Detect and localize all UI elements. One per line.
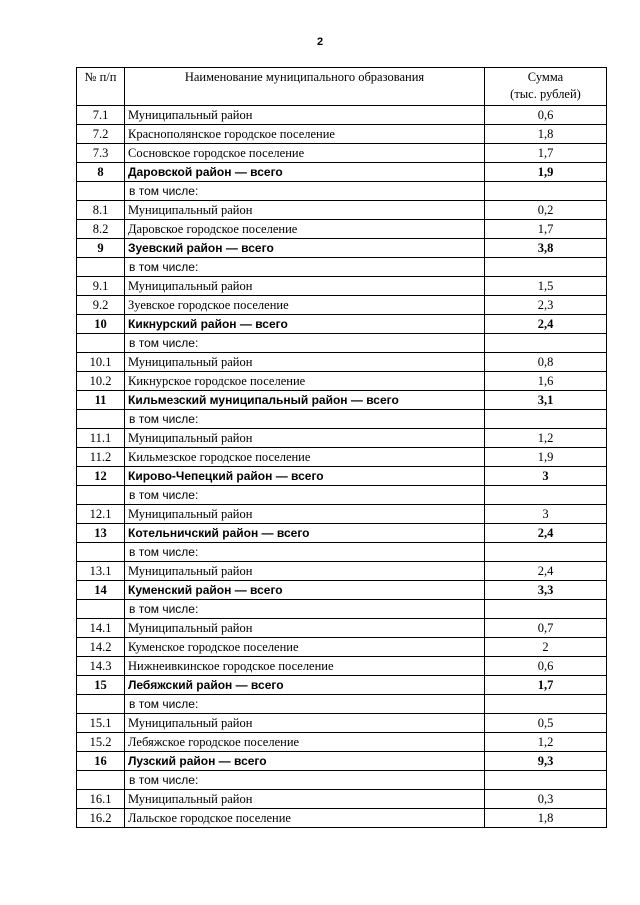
row-number-cell: 14 [77,581,125,600]
row-name-cell: в том числе: [125,334,485,353]
row-name-cell: Краснополянское городское поселение [125,125,485,144]
row-number-cell: 10 [77,315,125,334]
row-sum-cell: 0,5 [485,714,607,733]
row-name-cell: в том числе: [125,410,485,429]
row-name-cell: Лебяжское городское поселение [125,733,485,752]
table-row-subheading [77,182,607,201]
table-row [77,277,607,296]
table-row [77,429,607,448]
row-sum-cell: 1,7 [485,676,607,695]
row-number-cell: 14.2 [77,638,125,657]
row-number-cell: 7.1 [77,106,125,125]
table-row [77,714,607,733]
row-name-cell: Лебяжский район — всего [125,676,485,695]
row-number-cell: 8 [77,163,125,182]
table-row [77,505,607,524]
row-name-cell: в том числе: [125,486,485,505]
row-name-cell: Куменское городское поселение [125,638,485,657]
table-row-total [77,315,607,334]
table-row-subheading [77,771,607,790]
row-number-cell: 9 [77,239,125,258]
row-name-cell: Муниципальный район [125,619,485,638]
row-number-cell [77,695,125,714]
row-name-cell: Лальское городское поселение [125,809,485,828]
row-number-cell: 12.1 [77,505,125,524]
row-name-cell: Кильмезский муниципальный район — всего [125,391,485,410]
row-number-cell: 13 [77,524,125,543]
row-name-cell: Даровское городское поселение [125,220,485,239]
header-sum-line2: (тыс. рублей) [510,87,581,101]
row-name-cell: Кирово-Чепецкий район — всего [125,467,485,486]
table-row [77,125,607,144]
row-number-cell: 8.1 [77,201,125,220]
table-row [77,638,607,657]
row-name-cell: Кикнурское городское поселение [125,372,485,391]
allocation-table [76,67,607,828]
table-row [77,448,607,467]
row-sum-cell: 1,2 [485,733,607,752]
row-sum-cell: 0,8 [485,353,607,372]
row-sum-cell: 3,8 [485,239,607,258]
row-sum-cell: 1,8 [485,125,607,144]
row-sum-cell: 0,6 [485,106,607,125]
row-number-cell: 7.3 [77,144,125,163]
row-sum-cell [485,771,607,790]
row-sum-cell [485,486,607,505]
row-name-cell: Муниципальный район [125,790,485,809]
row-sum-cell: 3 [485,505,607,524]
table-row [77,220,607,239]
row-sum-cell: 2,4 [485,524,607,543]
row-number-cell: 16 [77,752,125,771]
row-sum-cell: 1,6 [485,372,607,391]
table-body [77,106,607,828]
row-number-cell [77,543,125,562]
table-row-subheading [77,486,607,505]
header-sum-line1: Сумма [527,70,564,84]
row-sum-cell: 1,7 [485,220,607,239]
table-row [77,296,607,315]
table-row [77,809,607,828]
header-name: Наименование муниципального образования [125,68,485,106]
table-row-total [77,752,607,771]
table-row-total [77,467,607,486]
row-sum-cell: 1,2 [485,429,607,448]
row-number-cell: 12 [77,467,125,486]
row-name-cell: Кильмезское городское поселение [125,448,485,467]
row-name-cell: Муниципальный район [125,106,485,125]
table-row-subheading [77,334,607,353]
row-name-cell: Муниципальный район [125,714,485,733]
row-sum-cell: 0,6 [485,657,607,676]
row-number-cell: 10.1 [77,353,125,372]
row-sum-cell [485,258,607,277]
row-name-cell: Куменский район — всего [125,581,485,600]
row-number-cell: 11 [77,391,125,410]
row-sum-cell: 0,3 [485,790,607,809]
table-row-subheading [77,695,607,714]
row-number-cell: 14.1 [77,619,125,638]
row-name-cell: Зуевский район — всего [125,239,485,258]
row-number-cell: 7.2 [77,125,125,144]
row-name-cell: Сосновское городское поселение [125,144,485,163]
table-row [77,733,607,752]
row-name-cell: Нижнеивкинское городское поселение [125,657,485,676]
row-sum-cell: 3,3 [485,581,607,600]
row-name-cell: Муниципальный район [125,353,485,372]
table-row [77,201,607,220]
row-number-cell: 9.1 [77,277,125,296]
row-name-cell: в том числе: [125,258,485,277]
table-row-subheading [77,410,607,429]
row-number-cell: 9.2 [77,296,125,315]
row-name-cell: Зуевское городское поселение [125,296,485,315]
row-sum-cell: 1,9 [485,448,607,467]
table-row [77,562,607,581]
row-sum-cell [485,182,607,201]
table-row [77,657,607,676]
row-name-cell: Муниципальный район [125,429,485,448]
row-sum-cell: 1,7 [485,144,607,163]
row-number-cell: 15.2 [77,733,125,752]
row-number-cell: 11.1 [77,429,125,448]
row-name-cell: в том числе: [125,600,485,619]
row-sum-cell: 0,7 [485,619,607,638]
row-name-cell: в том числе: [125,771,485,790]
row-number-cell [77,258,125,277]
header-num: № п/п [77,68,125,106]
row-name-cell: Кикнурский район — всего [125,315,485,334]
row-sum-cell [485,543,607,562]
row-number-cell [77,182,125,201]
table-row-total [77,163,607,182]
table-row-subheading [77,258,607,277]
header-sum [485,68,607,106]
row-name-cell: Котельничский район — всего [125,524,485,543]
row-number-cell [77,334,125,353]
row-number-cell: 15 [77,676,125,695]
row-sum-cell: 1,8 [485,809,607,828]
table-row-total [77,581,607,600]
page-number: 2 [316,36,324,48]
table-row [77,144,607,163]
table-header-row [77,68,607,106]
row-name-cell: Муниципальный район [125,201,485,220]
row-name-cell: в том числе: [125,543,485,562]
table-row [77,790,607,809]
row-sum-cell: 3 [485,467,607,486]
row-name-cell: Лузский район — всего [125,752,485,771]
row-sum-cell: 0,2 [485,201,607,220]
row-name-cell: Муниципальный район [125,562,485,581]
row-number-cell: 10.2 [77,372,125,391]
row-number-cell: 11.2 [77,448,125,467]
row-sum-cell [485,334,607,353]
table-row-subheading [77,600,607,619]
row-number-cell [77,600,125,619]
row-number-cell: 14.3 [77,657,125,676]
row-number-cell: 8.2 [77,220,125,239]
row-number-cell [77,486,125,505]
table-row [77,372,607,391]
row-sum-cell: 2,4 [485,562,607,581]
row-sum-cell: 2,3 [485,296,607,315]
row-sum-cell: 2 [485,638,607,657]
row-name-cell: Муниципальный район [125,277,485,296]
table-row-total [77,524,607,543]
table-row-total [77,391,607,410]
table-row-subheading [77,543,607,562]
row-number-cell: 16.1 [77,790,125,809]
row-sum-cell: 1,9 [485,163,607,182]
row-sum-cell: 2,4 [485,315,607,334]
table-row-total [77,239,607,258]
row-number-cell [77,410,125,429]
row-sum-cell [485,695,607,714]
row-number-cell: 13.1 [77,562,125,581]
table-row-total [77,676,607,695]
row-sum-cell: 1,5 [485,277,607,296]
row-sum-cell [485,600,607,619]
row-sum-cell [485,410,607,429]
row-name-cell: в том числе: [125,182,485,201]
row-name-cell: Муниципальный район [125,505,485,524]
table-row [77,619,607,638]
row-number-cell: 15.1 [77,714,125,733]
row-number-cell: 16.2 [77,809,125,828]
table-row [77,353,607,372]
table-row [77,106,607,125]
row-name-cell: в том числе: [125,695,485,714]
row-name-cell: Даровской район — всего [125,163,485,182]
row-number-cell [77,771,125,790]
row-sum-cell: 9,3 [485,752,607,771]
row-sum-cell: 3,1 [485,391,607,410]
